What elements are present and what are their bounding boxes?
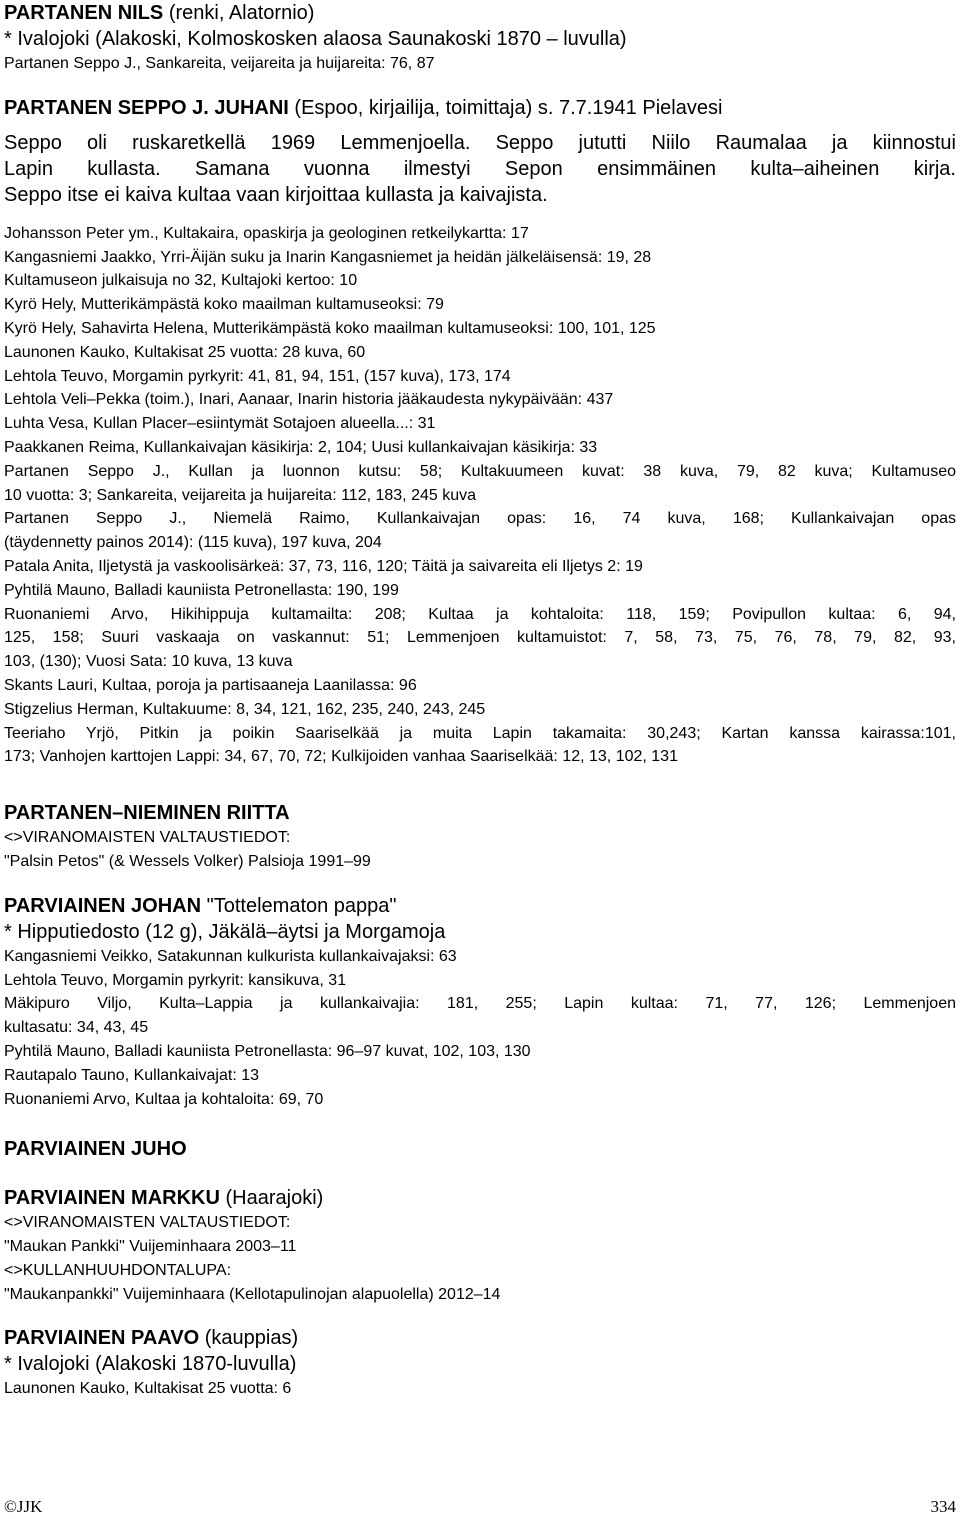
reference-line: Kyrö Hely, Mutterikämpästä koko maailman kultamuseoksi: 79: [4, 296, 444, 314]
reference-line: Johansson Peter ym., Kultakaira, opaskirja ja geologinen retkeilykartta: 17: [4, 224, 529, 242]
entry-name: PARTANEN NILS: [4, 2, 164, 24]
document-page: [4, 0, 956, 1401]
entry-note: (Espoo, kirjailija, toimittaja) s. 7.7.1941 Pielavesi: [288, 96, 723, 119]
entry-note: (Haarajoki): [219, 1187, 324, 1210]
entry-location: * Ivalojoki (Alakoski 1870-luvulla): [4, 1353, 297, 1376]
page-footer: [4, 1496, 956, 1518]
entry-note: (renki, Alatornio): [163, 2, 315, 24]
entry-name: PARVIAINEN MARKKU: [4, 1187, 220, 1210]
claims-label: <>VIRANOMAISTEN VALTAUSTIEDOT:: [4, 829, 291, 847]
entry-location: * Hipputiedosto (12 g), Jäkälä–äytsi ja Morgamoja: [4, 920, 446, 943]
story-line: Seppo itse ei kaiva kultaa vaan kirjoittaa kullasta ja kaivajista.: [4, 183, 548, 206]
entry-heading: [4, 0, 956, 26]
reference-line: Rautapalo Tauno, Kullankaivajat: 13: [4, 1066, 259, 1084]
reference-line: Kangasniemi Veikko, Satakunnan kulkurista kullankaivajaksi: 63: [4, 947, 457, 965]
entry-heading: [4, 95, 956, 121]
entry-location: * Ivalojoki (Alakoski, Kolmoskosken alaosa Saunakoski 1870 – luvulla): [4, 28, 627, 50]
reference-line: Skants Lauri, Kultaa, poroja ja partisaaneja Laanilassa: 96: [4, 676, 417, 694]
reference-line: (täydennetty painos 2014): (115 kuva), 197 kuva, 204: [4, 534, 382, 552]
reference-line: Paakkanen Reima, Kullankaivajan käsikirja: 2, 104; Uusi kullankaivajan käsikirja: 33: [4, 438, 598, 456]
reference-line: 103, (130); Vuosi Sata: 10 kuva, 13 kuva: [4, 653, 293, 671]
reference-line: Launonen Kauko, Kultakisat 25 vuotta: 28 kuva, 60: [4, 343, 366, 361]
entry-name: PARVIAINEN JOHAN: [4, 894, 202, 917]
reference-line: Pyhtilä Mauno, Balladi kauniista Petronellasta: 96–97 kuvat, 102, 103, 130: [4, 1042, 531, 1060]
story-line: Seppo oli ruskaretkellä 1969 Lemmenjoella. Seppo jututti Niilo Raumalaa ja kiinnostui: [4, 131, 956, 154]
reference-line: Lehtola Teuvo, Morgamin pyrkyrit: kansikuva, 31: [4, 971, 347, 989]
reference-line: 125, 158; Suuri vaskaaja on vaskannut: 51; Lemmenjoen kultamuistot: 7, 58, 73, 75, 76, 78, 79, 82, 93,: [4, 629, 956, 647]
claim-line: "Maukanpankki" Vuijeminhaara (Kellotapulinojan alapuolella) 2012–14: [4, 1285, 501, 1303]
reference-line: 10 vuotta: 3; Sankareita, veijareita ja huijareita: 112, 183, 245 kuva: [4, 486, 477, 504]
reference-line: kultasatu: 34, 43, 45: [4, 1019, 149, 1037]
reference-line: Partanen Seppo J., Sankareita, veijareita ja huijareita: 76, 87: [4, 55, 435, 72]
claims-label: <>VIRANOMAISTEN VALTAUSTIEDOT:: [4, 1214, 291, 1232]
claim-line: "Palsin Petos" (& Wessels Volker) Palsioja 1991–99: [4, 852, 371, 870]
reference-line: Launonen Kauko, Kultakisat 25 vuotta: 6: [4, 1380, 292, 1398]
reference-line: Partanen Seppo J., Niemelä Raimo, Kullankaivajan opas: 16, 74 kuva, 168; Kullankaivajan opas: [4, 510, 956, 528]
reference-line: Partanen Seppo J., Kullan ja luonnon kutsu: 58; Kultakuumeen kuvat: 38 kuva, 79, 82 kuva; Kultamuseo: [4, 462, 956, 480]
entry-name: PARTANEN SEPPO J. JUHANI: [4, 96, 289, 119]
reference-line: Mäkipuro Viljo, Kulta–Lappia ja kullankaivajia: 181, 255; Lapin kultaa: 71, 77, 126; Lemmenjoen: [4, 995, 956, 1013]
page-number: 334: [930, 1497, 956, 1516]
reference-line: Patala Anita, Iljetystä ja vaskoolisärkeä: 37, 73, 116, 120; Täitä ja saivareita eli Iljetys 2: 19: [4, 557, 643, 575]
entry-name: PARVIAINEN JUHO: [4, 1138, 187, 1161]
permit-label: <>KULLANHUUHDONTALUPA:: [4, 1261, 232, 1279]
entry-heading: [4, 1325, 956, 1351]
reference-line: 173; Vanhojen karttojen Lappi: 34, 67, 70, 72; Kulkijoiden vanhaa Saariselkää: 12, 13, 102, 131: [4, 748, 678, 766]
entry-heading: [4, 1185, 956, 1211]
reference-line: Teeriaho Yrjö, Pitkin ja poikin Saariselkää ja muita Lapin takamaita: 30,243; Kartan kanssa kairassa:101,: [4, 724, 956, 742]
reference-line: Lehtola Veli–Pekka (toim.), Inari, Aanaar, Inarin historia jääkaudesta nykypäivään: 437: [4, 391, 614, 409]
reference-line: Kyrö Hely, Sahavirta Helena, Mutterikämpästä koko maailman kultamuseoksi: 100, 101, 125: [4, 319, 656, 337]
claim-line: "Maukan Pankki" Vuijeminhaara 2003–11: [4, 1238, 297, 1256]
reference-line: Pyhtilä Mauno, Balladi kauniista Petronellasta: 190, 199: [4, 581, 399, 599]
story-line: Lapin kullasta. Samana vuonna ilmestyi Sepon ensimmäinen kulta–aiheinen kirja.: [4, 157, 956, 180]
entry-note: (kauppias): [199, 1327, 299, 1350]
reference-line: Stigzelius Herman, Kultakuume: 8, 34, 121, 162, 235, 240, 243, 245: [4, 700, 486, 718]
entry-heading: [4, 893, 956, 919]
reference-line: Ruonaniemi Arvo, Kultaa ja kohtaloita: 69, 70: [4, 1090, 324, 1108]
reference-line: Kultamuseon julkaisuja no 32, Kultajoki kertoo: 10: [4, 272, 358, 290]
reference-line: Kangasniemi Jaakko, Yrri-Äijän suku ja Inarin Kangasniemet ja heidän jälkeläisensä: 19, 28: [4, 248, 652, 266]
reference-line: Luhta Vesa, Kullan Placer–esiintymät Sotajoen alueella...: 31: [4, 415, 436, 433]
copyright-mark: ©JJK: [4, 1497, 43, 1516]
entry-name: PARVIAINEN PAAVO: [4, 1327, 200, 1350]
reference-line: Ruonaniemi Arvo, Hikihippuja kultamailta: 208; Kultaa ja kohtaloita: 118, 159; Povipullon kultaa: 6, 94,: [4, 605, 956, 623]
entry-note: "Tottelematon pappa": [201, 894, 397, 917]
reference-line: Lehtola Teuvo, Morgamin pyrkyrit: 41, 81, 94, 151, (157 kuva), 173, 174: [4, 367, 511, 385]
entry-name: PARTANEN–NIEMINEN RIITTA: [4, 802, 290, 825]
